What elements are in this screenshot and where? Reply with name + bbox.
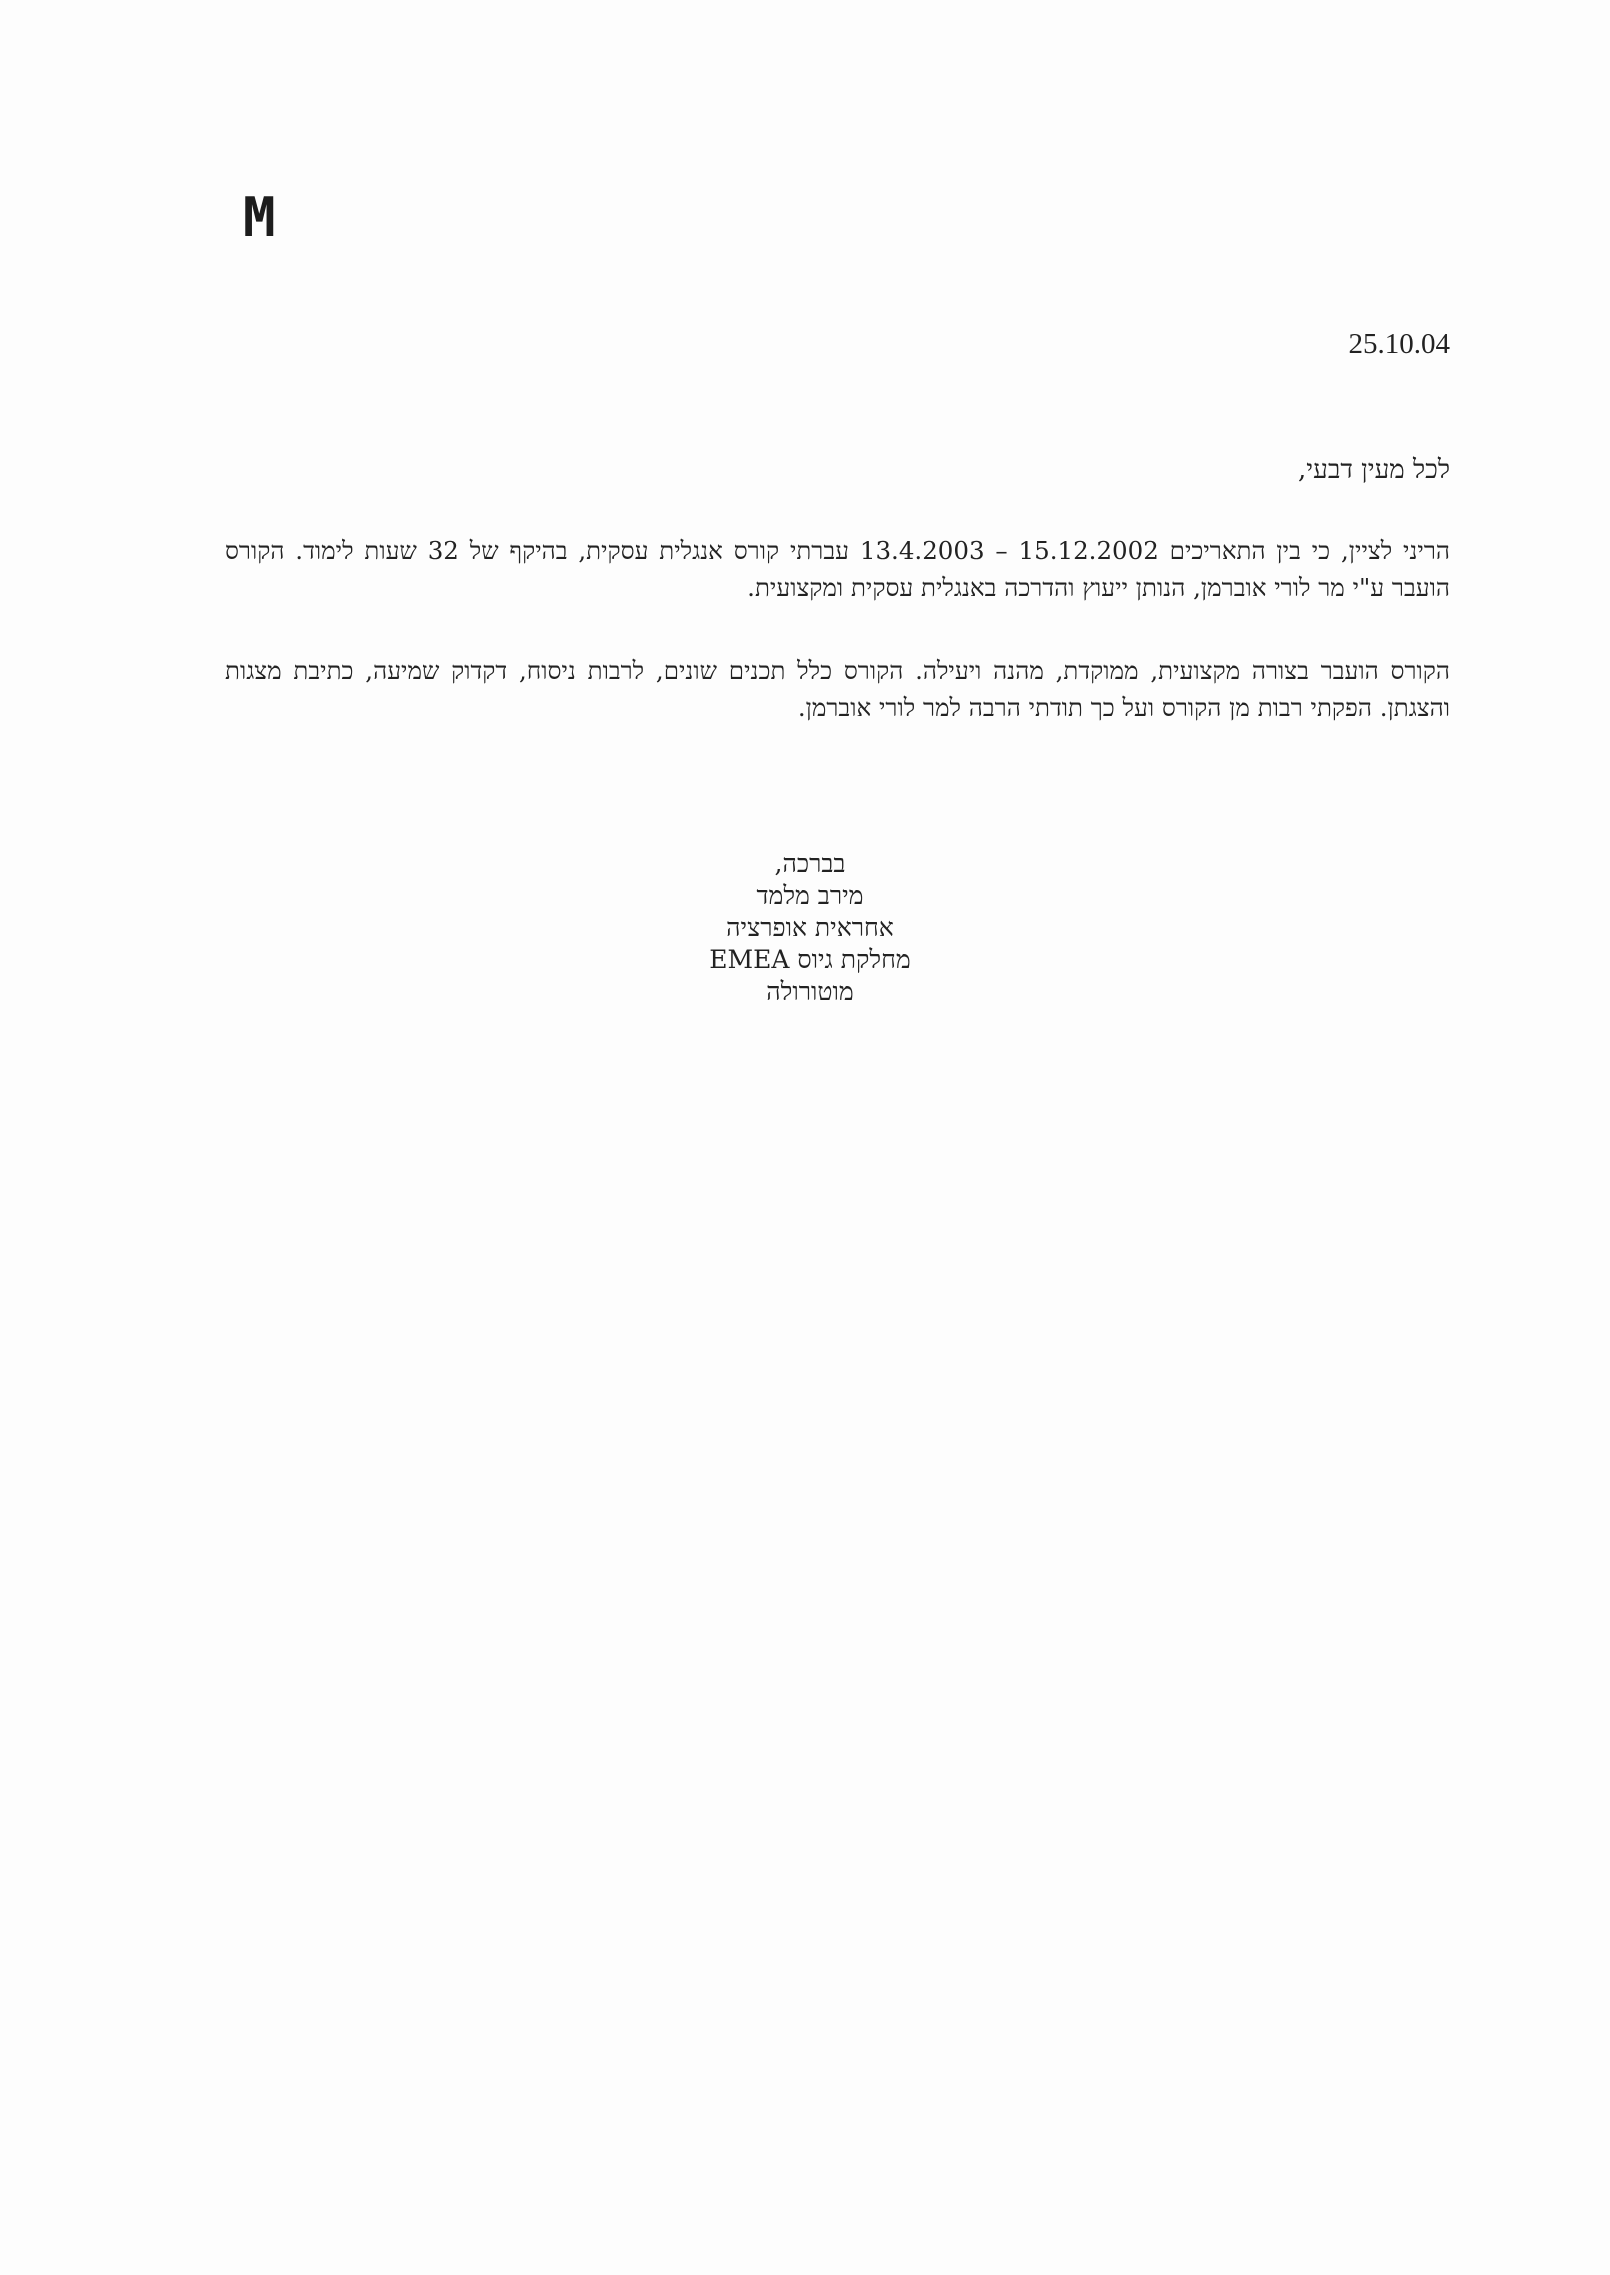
signature-block <box>610 848 1010 1008</box>
body-paragraph-1: הריני לציין, כי בין התאריכים 15.12.2002 – 13.4.2003 עברתי קורס אנגלית עסקית, בהיקף של 32 שעות לימוד. הקורס הועבר ע"י מר לורי אוברמן, הנותן ייעוץ והדרכה באנגלית עסקית ומקצועית. <box>225 536 1450 602</box>
company-logo: M <box>243 186 275 249</box>
signature-closing: בברכה, <box>774 849 846 878</box>
letter-date: 25.10.04 <box>1348 328 1450 360</box>
body-paragraph-2: הקורס הועבר בצורה מקצועית, ממוקדת, מהנה ויעילה. הקורס כלל תכנים שונים, לרבות ניסוח, דקדוק שמיעה, כתיבת מצגות והצגתן. הפקתי רבות מן הקורס ועל כך תודתי הרבה למר לורי אוברמן. <box>225 656 1450 722</box>
signature-name: מירב מלמד <box>756 881 864 910</box>
signature-department: מחלקת גיוס EMEA <box>709 945 911 974</box>
signature-company: מוטורולה <box>766 977 854 1006</box>
salutation: לכל מעין דבעי, <box>1298 455 1450 485</box>
signature-title: אחראית אופרציה <box>726 913 894 942</box>
